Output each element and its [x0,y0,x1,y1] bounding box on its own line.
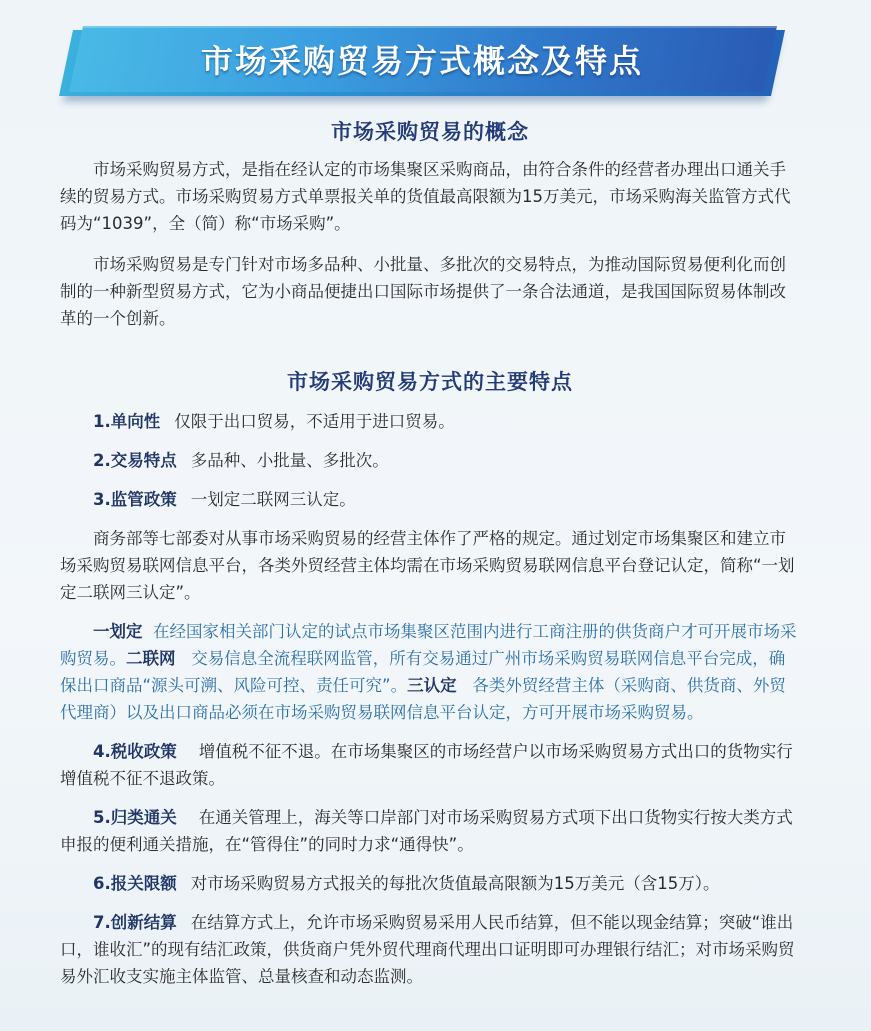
feature-1-title: 1.单向性 [93,412,161,431]
feature-3-title: 3.监管政策 [93,490,177,509]
detail-text-3: 各类外贸经营主体（采购商、供货商、外贸代理商）以及出口商品必须在市场采购贸易联网信息平台认定，方可开展市场采购贸易。 [60,676,786,722]
features-heading: 市场采购贸易方式的主要特点 [287,370,573,394]
feature-2-title: 2.交易特点 [93,451,177,470]
feature-7 [60,909,800,990]
detail-text-1: 在经国家相关部门认定的试点市场集聚区范围内进行工商注册的供货商户才可开展市场采购贸易。 [60,622,797,668]
feature-5 [60,804,800,858]
feature-3 [60,486,800,513]
concept-paragraph-2: 市场采购贸易是专门针对市场多品种、小批量、多批次的交易特点，为推动国际贸易便利化而创制的一种新型贸易方式，它为小商品便捷出口国际市场提供了一条合法通道，是我国国际贸易体制改革的一个创新。 [60,255,786,328]
feature-6-title: 6.报关限额 [93,874,177,893]
title-banner [62,26,782,104]
detail-title-1: 一划定 [93,622,143,641]
feature-6 [60,870,800,897]
detail-title-2: 二联网 [126,649,176,668]
feature-4-text: 增值税不征不退。在市场集聚区的市场经营户以市场采购贸易方式出口的货物实行增值税不征不退政策。 [60,742,793,788]
feature-6-text: 对市场采购贸易方式报关的每批次货值最高限额为15万美元（含15万）。 [190,874,720,893]
detail-text-2: 交易信息全流程联网监管，所有交易通过广州市场采购贸易联网信息平台完成，确保出口商品“源头可溯、风险可控、责任可究”。 [60,649,786,695]
feature-3-text: 一划定二联网三认定。 [190,490,356,509]
page-title: 市场采购贸易方式概念及特点 [200,42,643,80]
feature-4-title: 4.税收政策 [93,742,177,761]
detail-title-3: 三认定 [407,676,457,695]
feature-1-text: 仅限于出口贸易，不适用于进口贸易。 [174,412,455,431]
concept-paragraph-1: 市场采购贸易方式，是指在经认定的市场集聚区采购商品，由符合条件的经营者办理出口通关手续的贸易方式。市场采购贸易方式单票报关单的货值最高限额为15万美元，市场采购海关监管方式代码为“1039”，全（简）称“市场采购”。 [60,160,791,233]
feature-3-description: 商务部等七部委对从事市场采购贸易的经营主体作了严格的规定。通过划定市场集聚区和建立市场采购贸易联网信息平台，各类外贸经营主体均需在市场采购贸易联网信息平台登记认定，简称“一划定二联网三认定”。 [60,529,795,602]
concept-heading: 市场采购贸易的概念 [331,120,529,144]
feature-5-text: 在通关管理上，海关等口岸部门对市场采购贸易方式项下出口货物实行按大类方式申报的便利通关措施，在“管得住”的同时力求“通得快”。 [60,808,793,854]
feature-3-detail [60,618,800,726]
feature-4 [60,738,800,792]
feature-7-text: 在结算方式上，允许市场采购贸易采用人民币结算，但不能以现金结算；突破“谁出口，谁收汇”的现有结汇政策，供货商户凭外贸代理商代理出口证明即可办理银行结汇；对市场采购贸易外汇收支实施主体监管、总量核查和动态监测。 [60,913,795,986]
feature-2 [60,447,800,474]
feature-7-title: 7.创新结算 [93,913,177,932]
feature-5-title: 5.归类通关 [93,808,177,827]
feature-1 [60,408,800,435]
document-body [60,112,800,1002]
feature-2-text: 多品种、小批量、多批次。 [190,451,389,470]
